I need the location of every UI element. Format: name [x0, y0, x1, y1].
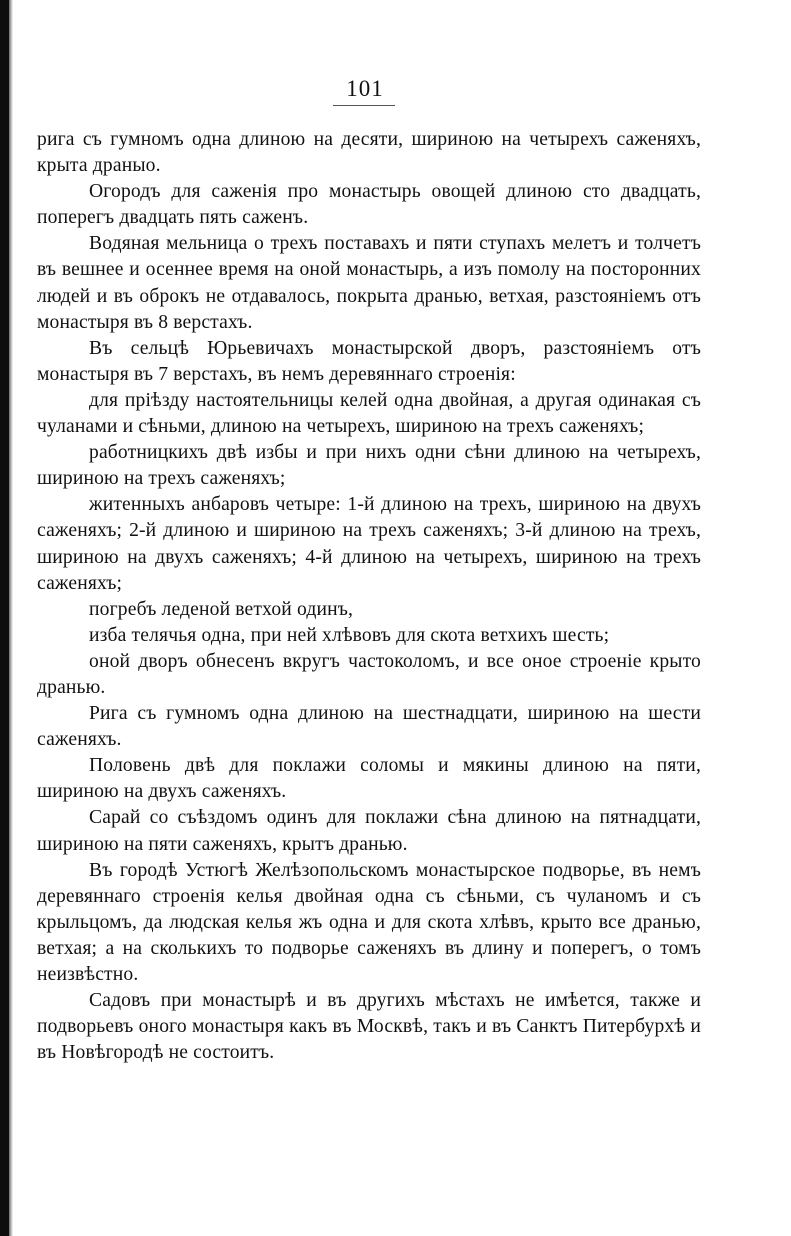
page-number: 101 — [346, 76, 384, 101]
paragraph-worker-huts: работницкихъ двѣ избы и при нихъ одни сѣни длиною на четырехъ, шириною на трехъ саженяхъ; — [37, 442, 701, 490]
page-body — [37, 127, 701, 1066]
paragraph-abbess-cells: для пріѣзду настоятельницы келей одна двойная, а другая одинакая съ чуланами и сѣньми, длиною на четырехъ, шириною на трехъ саженяхъ; — [37, 389, 701, 438]
paragraph-threshing-barn: Рига съ гумномъ одна длиною на шестнадцати, шириною на шести саженяхъ. — [37, 703, 701, 751]
paragraph-hay-shed: Сарай со съѣздомъ одинъ для поклажи сѣна длиною на пятнадцати, шириною на пяти саженяхъ, крытъ дранью. — [37, 807, 701, 855]
paragraph-ice-cellar: погребъ леденой ветхой одинъ, — [89, 598, 354, 620]
paragraph-granaries: житенныхъ анбаровъ четыре: 1-й длиною на трехъ, шириною на двухъ саженяхъ; 2-й длиною и шириною на трехъ саженяхъ; 3-й длиною на трехъ, шириною на двухъ саженяхъ; 4-й длиною на четырехъ, шириною на трехъ саженяхъ; — [37, 494, 701, 594]
paragraph-gardens-compounds: Садовъ при монастырѣ и въ другихъ мѣстахъ не имѣется, также и подворьевъ оного монастыря какъ въ Москвѣ, такъ и въ Санктъ Питербурхѣ и въ Новѣгородѣ не состоитъ. — [37, 990, 701, 1064]
paragraph-yurievichi-yard: Въ сельцѣ Юрьевичахъ монастырской дворъ, разстояніемъ отъ монастыря въ 7 верстахъ, въ немъ деревяннаго строенія: — [37, 337, 701, 385]
paragraph-chaff-sheds: Половень двѣ для поклажи соломы и мякины длиною на пяти, шириною на двухъ саженяхъ. — [37, 755, 701, 803]
paragraph-calf-hut: изба телячья одна, при ней хлѣвовъ для скота ветхихъ шесть; — [89, 624, 610, 646]
paragraph-ustyug-compound: Въ городѣ Устюгѣ Желѣзопольскомъ монастырское подворье, въ немъ деревяннаго строенія келья двойная одна съ сѣньми, съ чуланомъ и съ крыльцомъ, да людская келья жъ одна и для скота хлѣвъ, крыто все дранью, ветхая; а на сколькихъ то подворье саженяхъ въ длину и поперегъ, о томъ неизвѣстно. — [37, 859, 701, 985]
spine-shadow — [9, 0, 13, 1236]
book-spine-edge — [0, 0, 9, 1236]
paragraph-water-mill: Водяная мельница о трехъ поставахъ и пяти ступахъ мелетъ и толчетъ въ вешнее и осеннее время на оной монастырь, а изъ помолу на посторонних людей и въ оброкъ не отдавалось, покрыта дранью, ветхая, разстояніемъ отъ монастыря въ 8 верстахъ. — [37, 233, 701, 333]
page-number-underline — [333, 105, 395, 106]
paragraph-palisade: оной дворъ обнесенъ вкругъ частоколомъ, и все оное строеніе крыто дранью. — [37, 650, 701, 698]
paragraph-vegetable-garden: Огородъ для саженія про монастырь овощей длиною сто двадцать, поперегъ двадцать пять саженъ. — [37, 181, 701, 229]
paragraph-rye-barn-continued: рига съ гумномъ одна длиною на десяти, шириною на четырехъ саженяхъ, крыта драныо. — [37, 129, 701, 177]
